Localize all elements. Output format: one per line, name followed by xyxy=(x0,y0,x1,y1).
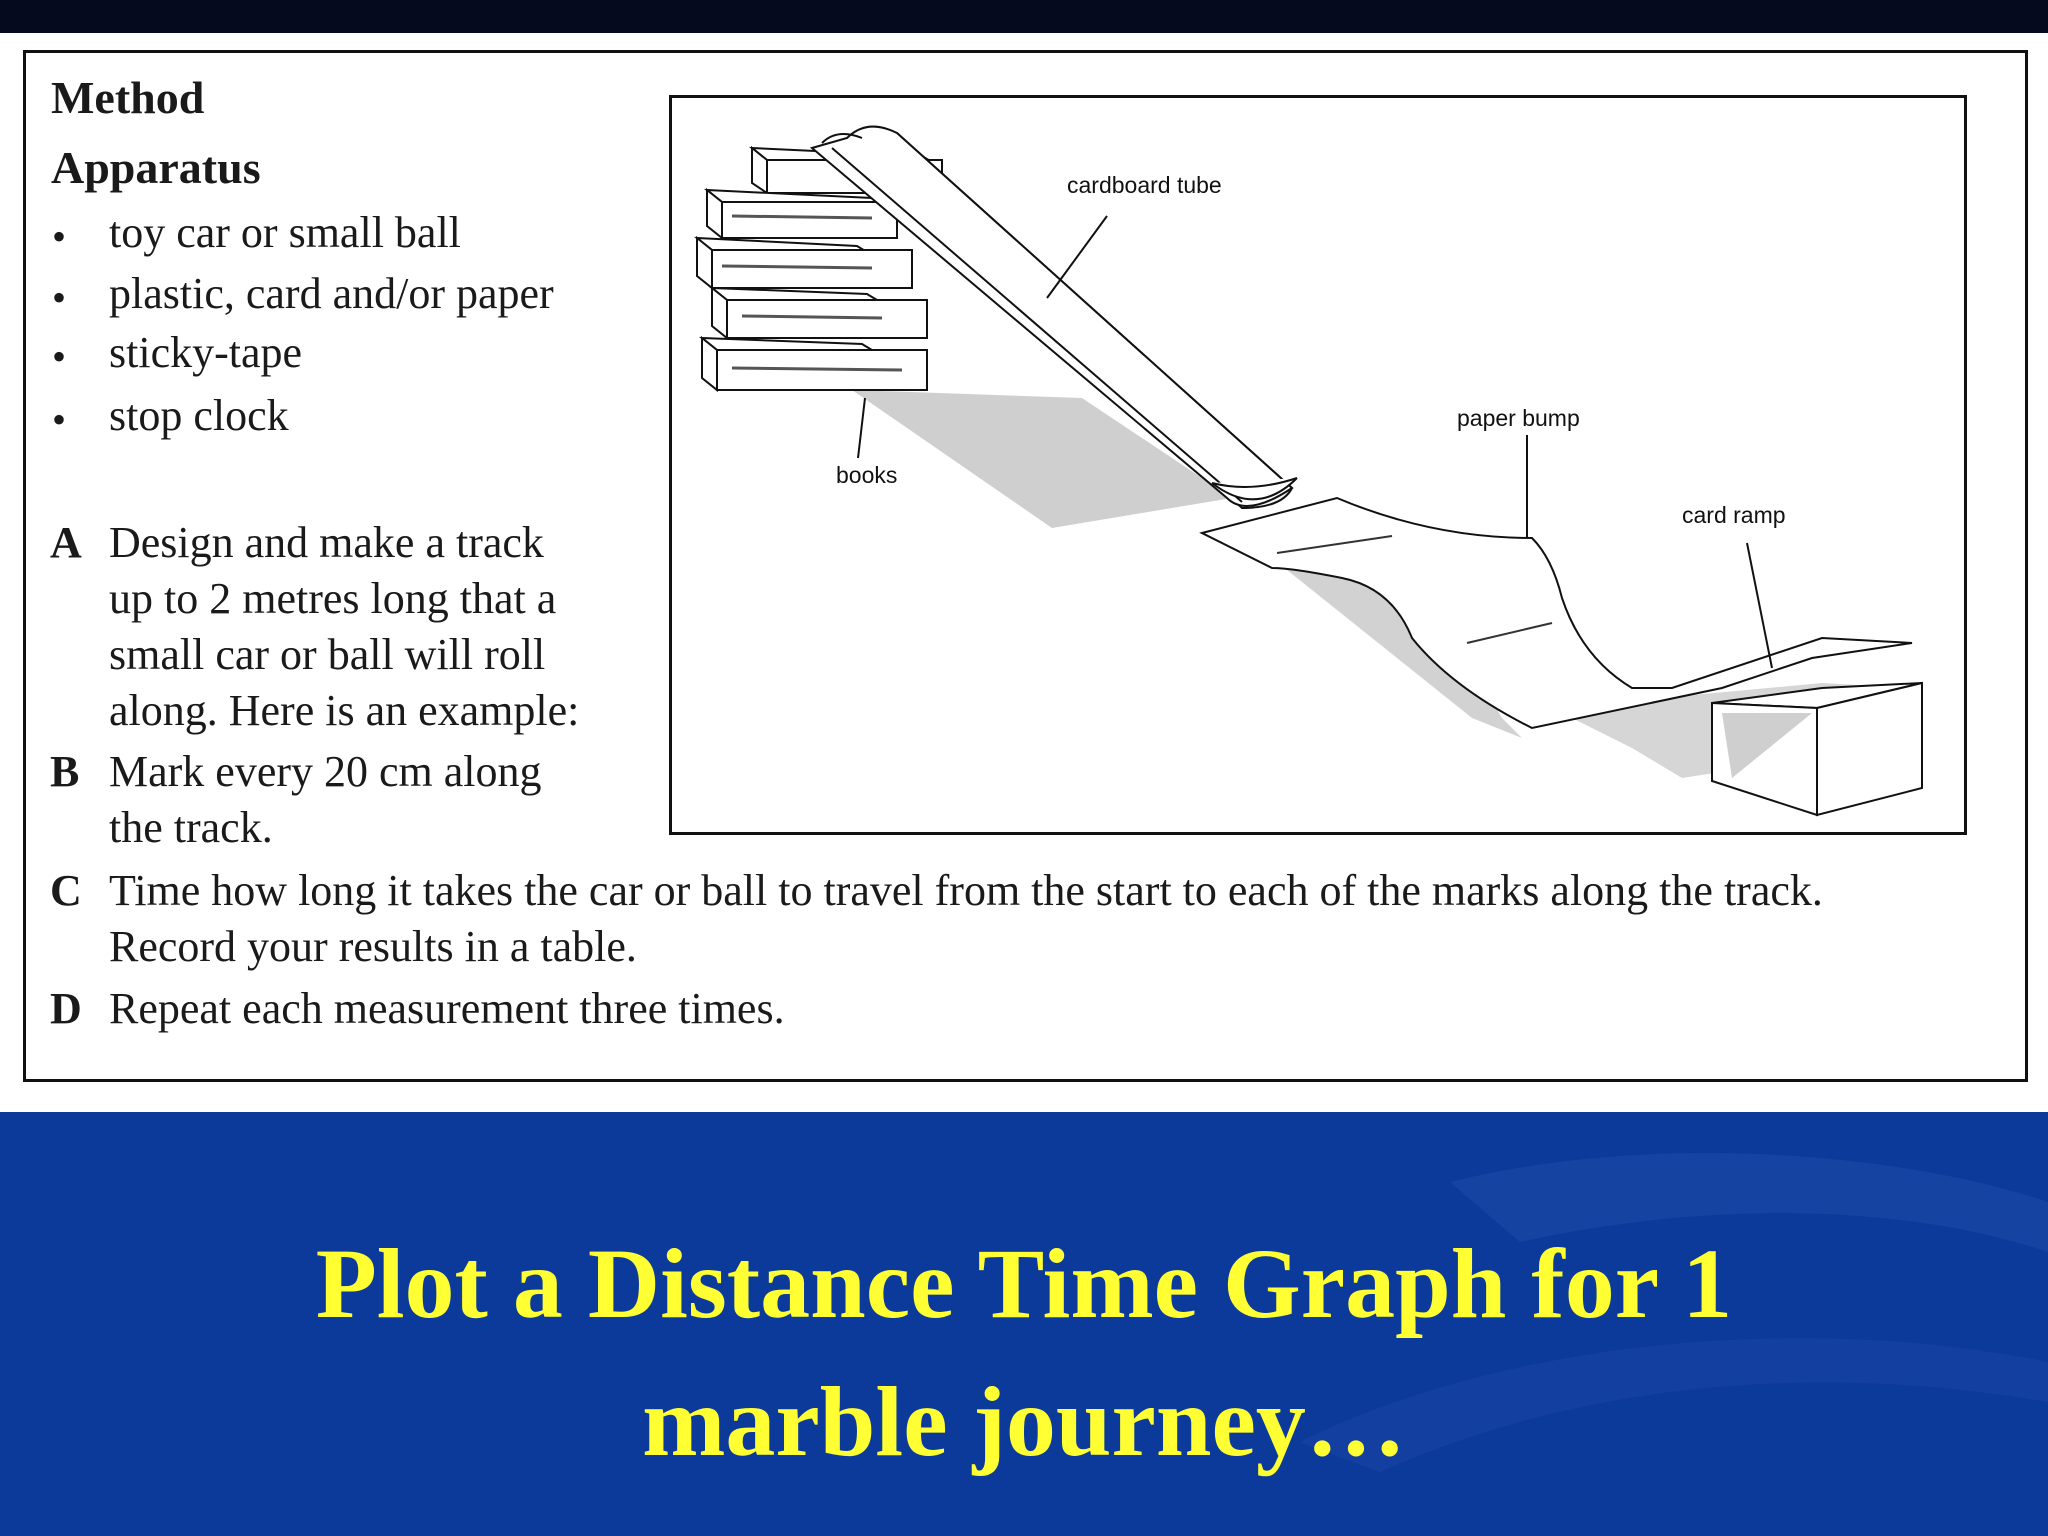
title-banner xyxy=(0,1112,2048,1536)
slide-title-line-1: Plot a Distance Time Graph for 1 xyxy=(315,1228,1733,1339)
bullet: • xyxy=(52,275,67,320)
label-paper-bump: paper bump xyxy=(1457,405,1580,431)
slide-title-line-2: marble journey… xyxy=(642,1366,1406,1477)
step-c-line: Record your results in a table. xyxy=(109,922,637,971)
step-a-line: along. Here is an example: xyxy=(109,686,580,735)
apparatus-item: stop clock xyxy=(109,391,289,440)
apparatus-item: sticky-tape xyxy=(109,328,303,377)
track-illustration xyxy=(672,98,1964,832)
slide-title xyxy=(0,1215,2048,1491)
bullet: • xyxy=(52,214,67,259)
step-d-line: Repeat each measurement three times. xyxy=(109,984,785,1033)
step-a-line: small car or ball will roll xyxy=(109,630,546,679)
card-ramp xyxy=(1712,683,1922,815)
bullet: • xyxy=(52,334,67,379)
step-a-line: up to 2 metres long that a xyxy=(109,574,557,623)
step-letter-a: A xyxy=(50,518,82,567)
method-document xyxy=(23,50,2028,1082)
label-card-ramp: card ramp xyxy=(1682,502,1786,528)
label-books: books xyxy=(836,462,898,488)
method-heading: Method xyxy=(51,72,205,123)
step-letter-c: C xyxy=(50,866,82,915)
step-letter-d: D xyxy=(50,984,82,1033)
apparatus-heading: Apparatus xyxy=(51,142,261,193)
step-a-line: Design and make a track xyxy=(109,518,544,567)
step-c-line: Time how long it takes the car or ball to travel from the start to each of the marks along the track. xyxy=(109,866,1823,915)
top-bar xyxy=(0,0,2048,33)
step-b-line: Mark every 20 cm along xyxy=(109,747,542,796)
apparatus-item: plastic, card and/or paper xyxy=(109,269,554,318)
track-diagram xyxy=(669,95,1967,835)
label-cardboard-tube: cardboard tube xyxy=(1067,172,1222,198)
bullet: • xyxy=(52,397,67,442)
step-letter-b: B xyxy=(50,747,80,796)
apparatus-item: toy car or small ball xyxy=(109,208,461,257)
step-b-line: the track. xyxy=(109,803,273,852)
